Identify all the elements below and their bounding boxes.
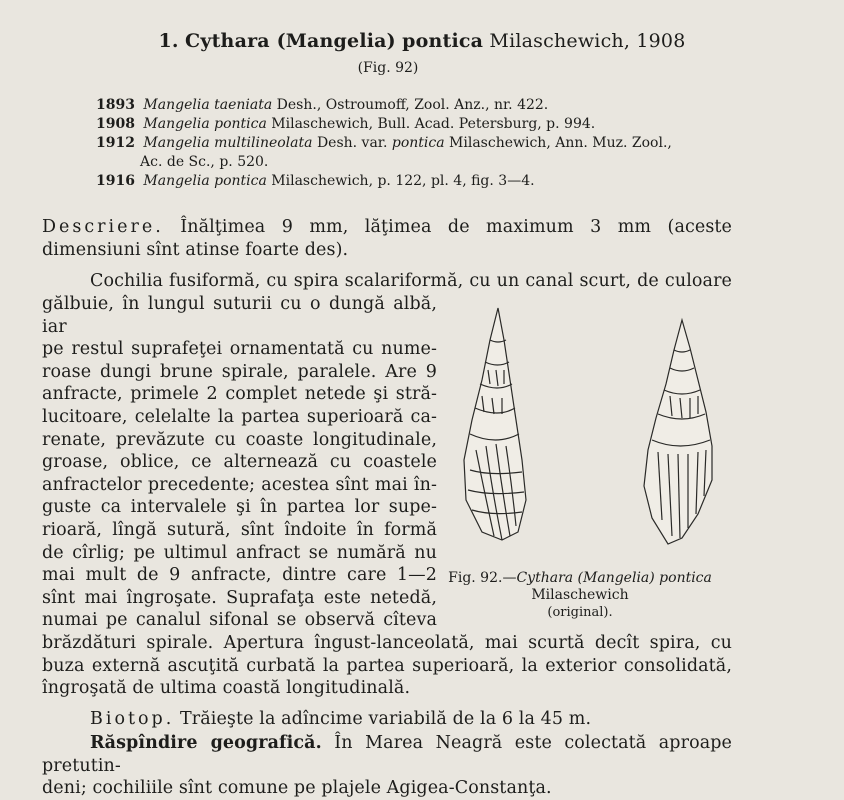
- shell-line: numai pe canalul sifonal se observă cîteva: [42, 610, 437, 631]
- species-heading: [0, 30, 844, 52]
- shell-line: gălbuie, în lungul suturii cu o dungă albă, iar: [42, 294, 437, 337]
- synonymy-taxon: Mangelia pontica: [143, 116, 267, 132]
- shell-line: renate, prevăzute cu coaste longitudinale,: [42, 429, 437, 450]
- figure-caption: [430, 570, 730, 621]
- synonymy-continuation: Ac. de Sc., p. 520.: [140, 154, 269, 170]
- distribution-line: deni; cochiliile sînt comune pe plajele Agigea-Constanţa.: [42, 778, 552, 799]
- shell-line: lucitoare, celelalte la partea superioară ca-: [42, 406, 437, 427]
- shell-line: pe restul suprafeţei ornamentată cu nume-: [42, 339, 437, 360]
- synonymy-variety: pontica: [391, 135, 445, 151]
- shell-line: Cochilia fusiformă, cu spira scalariformă, cu un canal scurt, de culoare: [90, 271, 732, 291]
- shell-paragraph-narrow: [42, 293, 437, 632]
- species-author: Milaschewich, 1908: [489, 30, 686, 52]
- synonymy-year: 1893: [96, 97, 135, 113]
- species-number: 1.: [158, 30, 179, 52]
- synonymy-entry: [96, 172, 736, 191]
- species-name: pontica: [402, 30, 484, 52]
- synonymy-variety-note: Desh. var.: [316, 135, 388, 151]
- shell-line: anfractelor precedente; acestea sînt mai în-: [42, 474, 437, 495]
- synonymy-year: 1916: [96, 173, 135, 189]
- synonymy-citation: Milaschewich, Bull. Acad. Petersburg, p. 994.: [271, 116, 596, 132]
- description-paragraph: [42, 216, 732, 261]
- synonymy-citation: Milaschewich, Ann. Muz. Zool.,: [449, 135, 672, 151]
- biotope-text: Trăieşte la adîncime variabilă de la 6 la 45 m.: [180, 709, 592, 729]
- caption-note: (original).: [547, 605, 613, 620]
- shell-line: îngroşată de ultima coastă longitudinală.: [42, 678, 411, 699]
- genus-name: Cythara (Mangelia): [185, 30, 396, 52]
- synonymy-entry: [96, 134, 736, 153]
- distribution-paragraph: [42, 732, 732, 800]
- biotope-paragraph: [42, 708, 732, 731]
- biotope-label: Biotop.: [90, 709, 175, 729]
- synonymy-list: [96, 96, 736, 191]
- description-label: Descriere.: [42, 217, 164, 237]
- caption-author: Milaschewich: [531, 587, 629, 603]
- synonymy-taxon: Mangelia taeniata: [143, 97, 273, 113]
- shell-line: guste ca intervalele şi în partea lor supe-: [42, 497, 437, 518]
- shell-paragraph-first-line: [42, 270, 732, 293]
- shell-line: rioară, lîngă sutură, sînt îndoite în formă: [42, 519, 437, 540]
- synonymy-entry: [96, 96, 736, 115]
- synonymy-year: 1908: [96, 116, 135, 132]
- shell-line: mai mult de 9 anfracte, dintre care 1—2: [42, 565, 437, 586]
- shell-line: roase dungi brune spirale, paralele. Are 9: [42, 361, 437, 382]
- synonymy-year: 1912: [96, 135, 135, 151]
- synonymy-taxon: Mangelia pontica: [143, 173, 267, 189]
- description-line: dimensiuni sînt atinse foarte des).: [42, 239, 349, 260]
- shell-line: anfracte, primele 2 complet netede şi stră-: [42, 384, 437, 405]
- shell-line: buza externă ascuţită curbată la partea superioară, la exterior consolidată,: [42, 655, 732, 676]
- distribution-line: În Marea Neagră este colectată aproape pretutin-: [42, 733, 733, 776]
- shell-line: groase, oblice, ce alternează cu coastele: [42, 452, 437, 473]
- figure-reference: (Fig. 92): [357, 60, 419, 76]
- caption-taxon: Cythara (Mangelia) pontica: [516, 570, 712, 586]
- caption-prefix: Fig. 92.—: [448, 570, 517, 586]
- synonymy-entry: [96, 115, 736, 134]
- shell-line: de cîrlig; pe ultimul anfract se numără nu: [42, 542, 437, 563]
- distribution-label: Răspîndire geografică.: [90, 733, 322, 753]
- shell-illustration: [430, 300, 750, 560]
- shell-left-drawing: [464, 308, 526, 540]
- shell-right-drawing: [644, 320, 712, 544]
- synonymy-taxon: Mangelia multilineolata: [143, 135, 313, 151]
- synonymy-citation: Milaschewich, p. 122, pl. 4, fig. 3—4.: [271, 173, 535, 189]
- description-line: Înălţimea 9 mm, lăţimea de maximum 3 mm (aceste: [180, 217, 733, 237]
- shell-line: brăzdături spirale. Apertura îngust-lanceolată, mai scurtă decît spira, cu: [42, 633, 732, 653]
- synonymy-citation: Desh., Ostroumoff, Zool. Anz., nr. 422.: [276, 97, 549, 113]
- shell-paragraph-wide: [42, 632, 732, 700]
- shell-line: sînt mai îngroşate. Suprafaţa este netedă,: [42, 587, 437, 608]
